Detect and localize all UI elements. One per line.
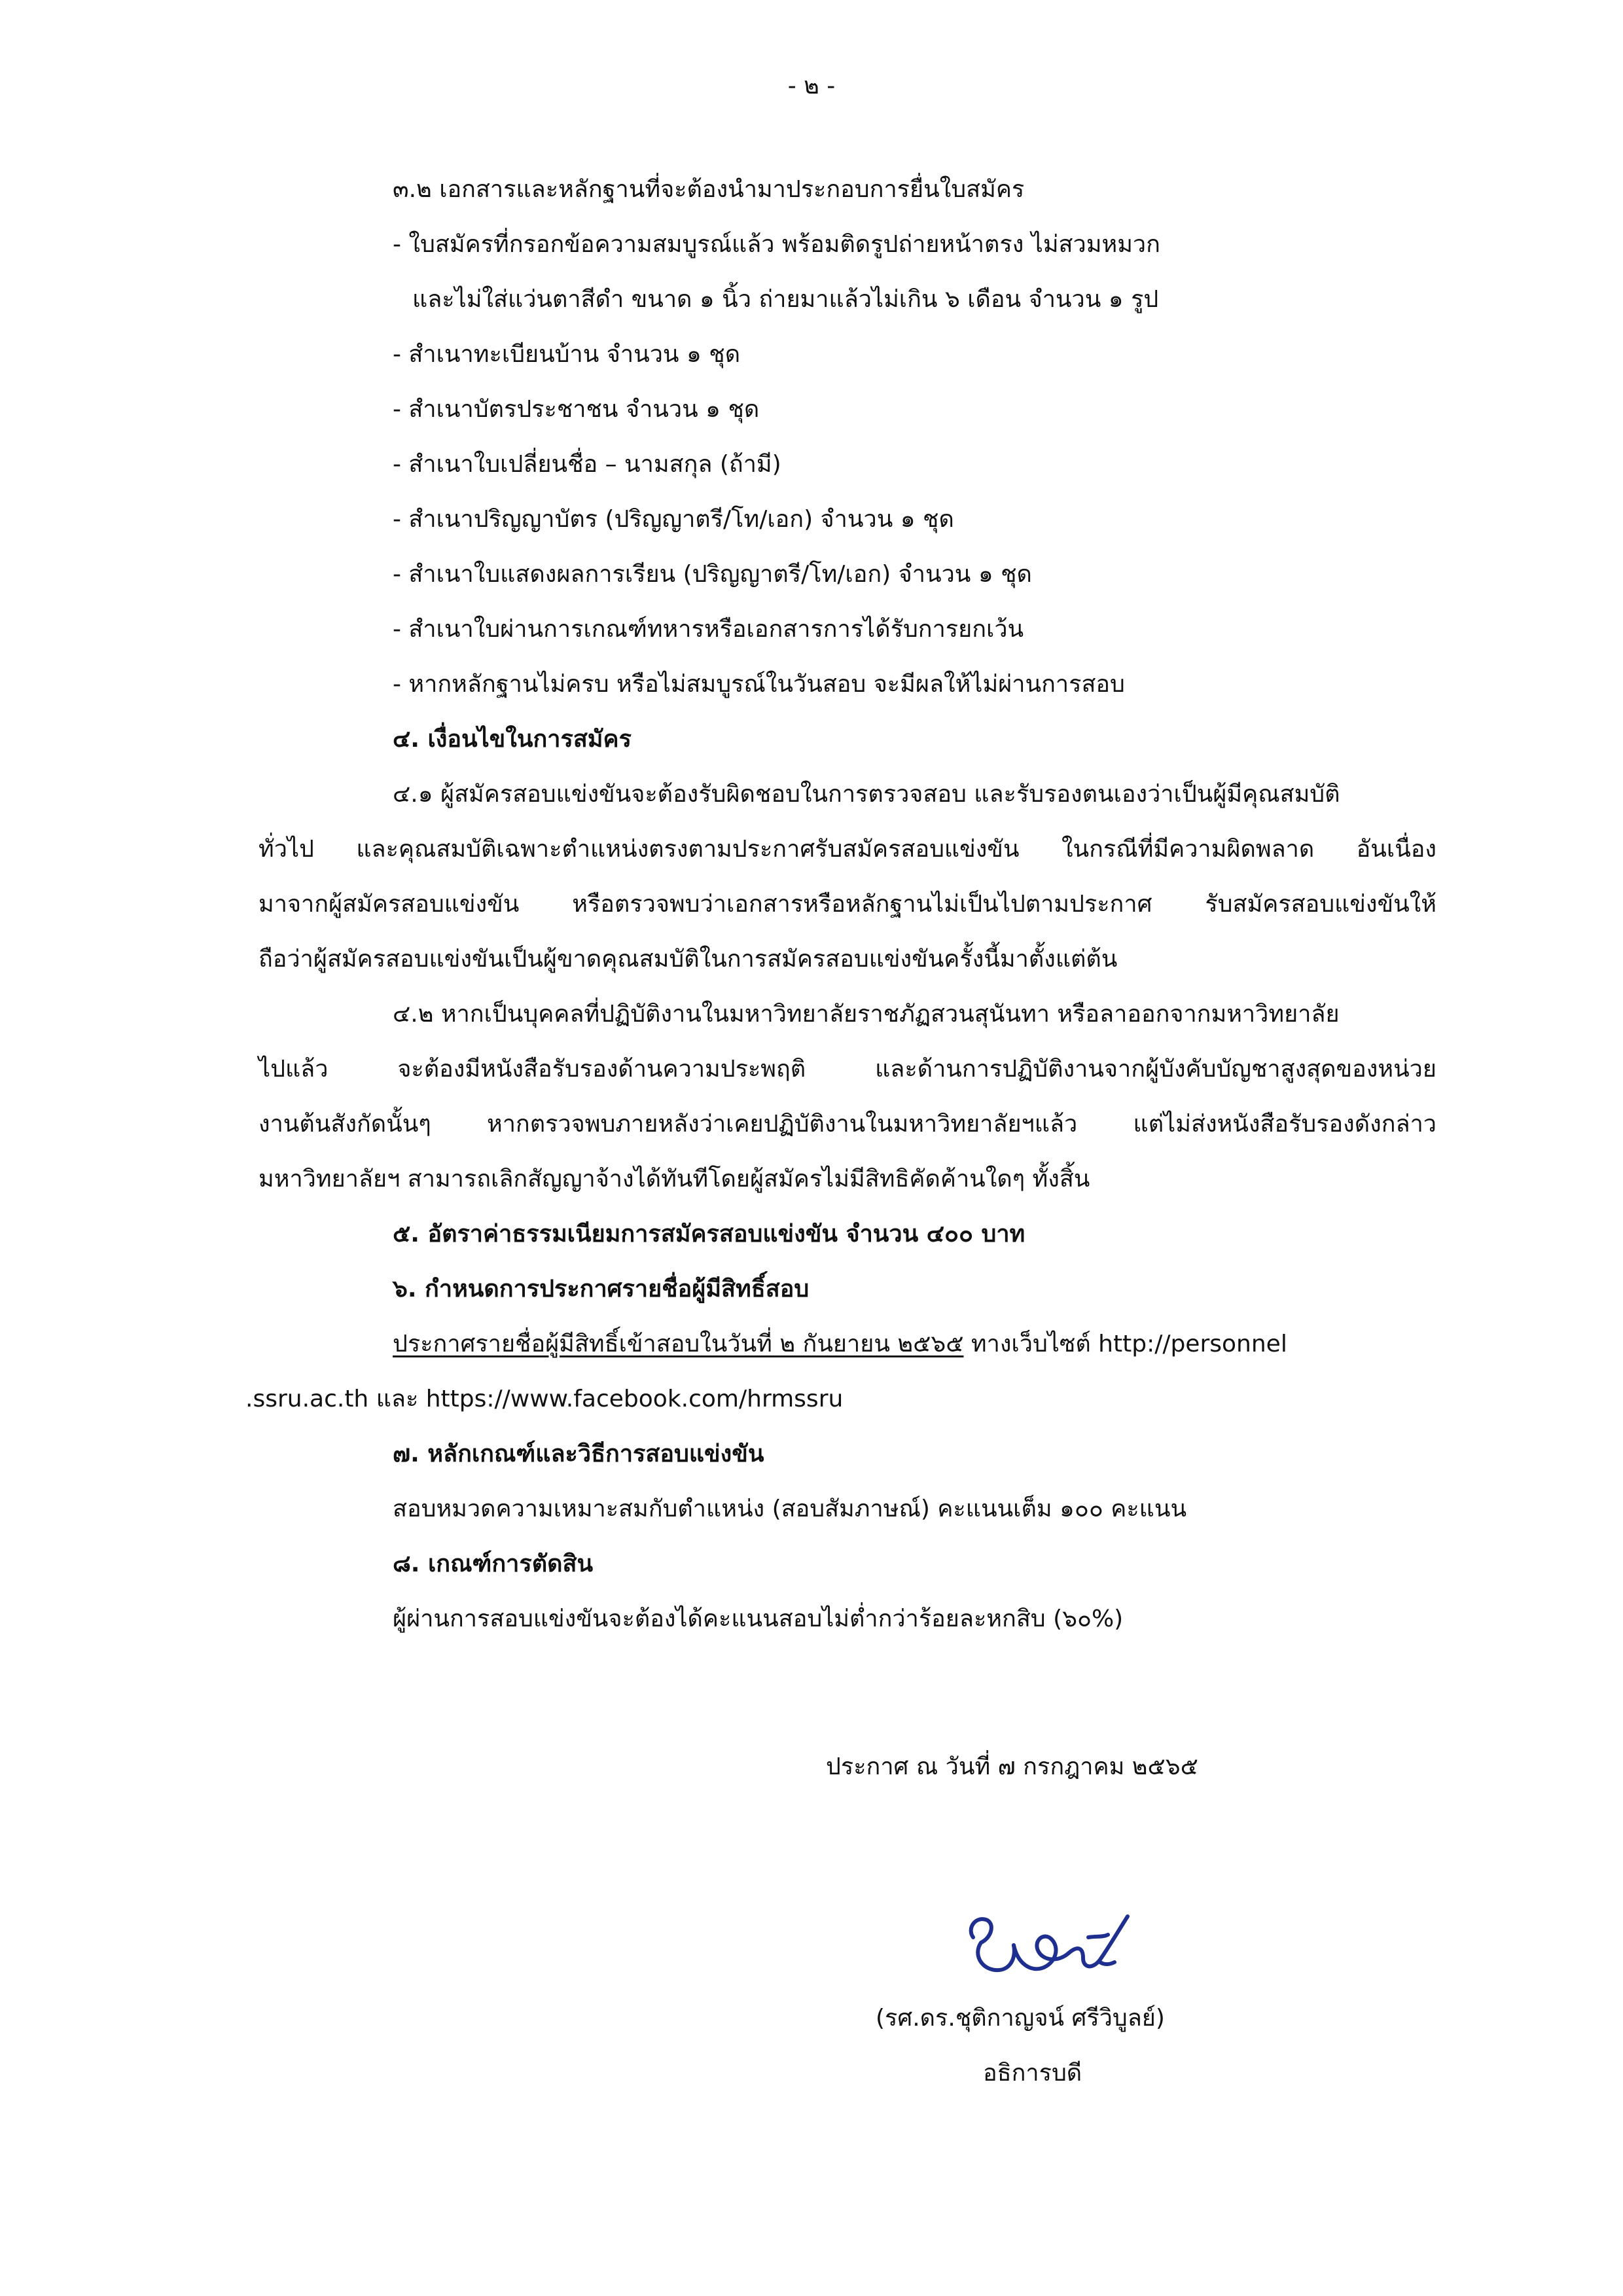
paragraph-4-2-line: ๔.๒ หากเป็นบุคคลที่ปฏิบัติงานในมหาวิทยาลัยราชภัฏสวนสุนันทา หรือลาออกจากมหาวิทยาลัย: [393, 1001, 1340, 1028]
section-4-heading: ๔. เงื่อนไขในการสมัคร: [393, 726, 632, 753]
document-list-item: - สำเนาบัตรประชาชน จำนวน ๑ ชุด: [393, 396, 760, 423]
section-8-text: ผู้ผ่านการสอบแข่งขันจะต้องได้คะแนนสอบไม่ต่ำกว่าร้อยละหกสิบ (๖๐%): [393, 1605, 1124, 1632]
document-list-item-continued: และไม่ใส่แว่นตาสีดำ ขนาด ๑ นิ้ว ถ่ายมาแล้วไม่เกิน ๖ เดือน จำนวน ๑ รูป: [412, 286, 1159, 313]
signatory-title: อธิการบดี: [983, 2060, 1082, 2087]
document-list-item: - สำเนาทะเบียนบ้าน จำนวน ๑ ชุด: [393, 341, 741, 368]
announcement-date: ประกาศ ณ วันที่ ๗ กรกฎาคม ๒๕๖๕: [826, 1753, 1198, 1780]
handwritten-signature: [952, 1897, 1139, 1992]
website-links: .ssru.ac.th และ https://www.facebook.com/hrmssru: [245, 1386, 844, 1412]
section-3-2-heading: ๓.๒ เอกสารและหลักฐานที่จะต้องนำมาประกอบการยื่นใบสมัคร: [393, 176, 1025, 203]
paragraph-4-2-line: งานต้นสังกัดนั้นๆ หากตรวจพบภายหลังว่าเคยปฏิบัติงานในมหาวิทยาลัยฯแล้ว แต่ไม่ส่งหนังสือรับรองดังกล่าว: [259, 1111, 1436, 1138]
paragraph-4-1-line: ทั่วไป และคุณสมบัติเฉพาะตำแหน่งตรงตามประกาศรับสมัครสอบแข่งขัน ในกรณีที่มีความผิดพลาด อันเนื่อง: [259, 836, 1436, 863]
paragraph-4-2-line: ไปแล้ว จะต้องมีหนังสือรับรองด้านความประพฤติ และด้านการปฏิบัติงานจากผู้บังคับบัญชาสูงสุดของหน่วย: [259, 1056, 1436, 1083]
section-7-heading: ๗. หลักเกณฑ์และวิธีการสอบแข่งขัน: [393, 1441, 764, 1467]
section-8-heading: ๘. เกณฑ์การตัดสิน: [393, 1551, 594, 1577]
document-list-item: - หากหลักฐานไม่ครบ หรือไม่สมบูรณ์ในวันสอบ จะมีผลให้ไม่ผ่านการสอบ: [393, 671, 1125, 698]
page-number: - ๒ -: [787, 73, 836, 99]
signature-image: [952, 1897, 1139, 1992]
section-6-heading: ๖. กำหนดการประกาศรายชื่อผู้มีสิทธิ์สอบ: [393, 1276, 810, 1302]
document-list-item: - สำเนาปริญญาบัตร (ปริญญาตรี/โท/เอก) จำนวน ๑ ชุด: [393, 506, 954, 533]
section-7-text: สอบหมวดความเหมาะสมกับตำแหน่ง (สอบสัมภาษณ์) คะแนนเต็ม ๑๐๐ คะแนน: [393, 1496, 1187, 1522]
section-5-heading: ๕. อัตราค่าธรรมเนียมการสมัครสอบแข่งขัน จำนวน ๔๐๐ บาท: [393, 1221, 1026, 1247]
document-list-item: - สำเนาใบแสดงผลการเรียน (ปริญญาตรี/โท/เอก) จำนวน ๑ ชุด: [393, 561, 1032, 588]
paragraph-4-1-line: มาจากผู้สมัครสอบแข่งขัน หรือตรวจพบว่าเอกสารหรือหลักฐานไม่เป็นไปตามประกาศ รับสมัครสอบแข่งขันให้: [259, 891, 1436, 918]
website-text: ทางเว็บไซต์ http://personnel: [963, 1331, 1287, 1357]
paragraph-4-1-line: ถือว่าผู้สมัครสอบแข่งขันเป็นผู้ขาดคุณสมบัติในการสมัครสอบแข่งขันครั้งนี้มาตั้งแต่ต้น: [259, 946, 1118, 973]
document-list-item: - สำเนาใบผ่านการเกณฑ์ทหารหรือเอกสารการได้รับการยกเว้น: [393, 616, 1024, 643]
section-6-text-line: [393, 1329, 1287, 1360]
document-list-item: - สำเนาใบเปลี่ยนชื่อ – นามสกุล (ถ้ามี): [393, 451, 781, 478]
paragraph-4-2-line: มหาวิทยาลัยฯ สามารถเลิกสัญญาจ้างได้ทันทีโดยผู้สมัครไม่มีสิทธิคัดค้านใดๆ ทั้งสิ้น: [259, 1166, 1090, 1193]
signatory-name: (รศ.ดร.ชุติกาญจน์ ศรีวิบูลย์): [876, 2005, 1165, 2032]
document-list-item: - ใบสมัครที่กรอกข้อความสมบูรณ์แล้ว พร้อมติดรูปถ่ายหน้าตรง ไม่สวมหมวก: [393, 231, 1160, 258]
paragraph-4-1-line: ๔.๑ ผู้สมัครสอบแข่งขันจะต้องรับผิดชอบในการตรวจสอบ และรับรองตนเองว่าเป็นผู้มีคุณสมบัติ: [393, 781, 1340, 808]
announcement-date-underlined: ประกาศรายชื่อผู้มีสิทธิ์เข้าสอบในวันที่ ๒ กันยายน ๒๕๖๕: [393, 1331, 964, 1357]
